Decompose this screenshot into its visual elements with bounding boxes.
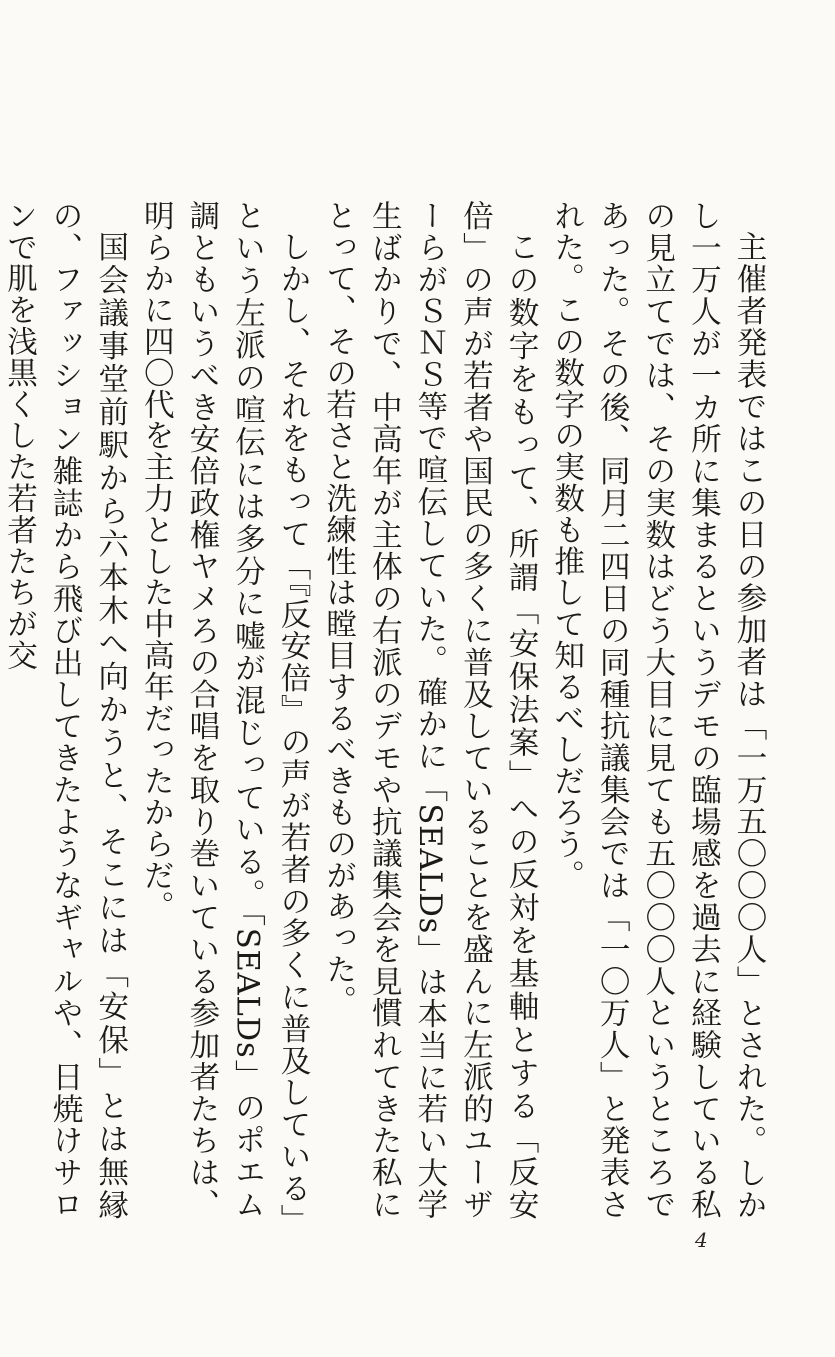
- paragraph-2: この数字をもって、所謂「安保法案」への反対を基軸とする「反安倍」の声が若者や国民の多くに普及していることを盛んに左派的ユーザーらがＳＮＳ等で喧伝していた。確かに「SEALDs」は本当に若い大学生ばかりで、中高年が主体の右派のデモや抗議集会を見慣れてきた私にとって、その若さと洗練性は瞠目するべきものがあった。: [320, 200, 539, 1220]
- paragraph-1: 主催者発表ではこの日の参加者は「一万五〇〇〇人」とされた。しかし一万人が一カ所に集まるというデモの臨場感を過去に経験している私の見立てでは、その実数はどう大目に見ても五〇〇〇人というところであった。その後、同月二四日の同種抗議集会では「一〇万人」と発表された。この数字の実数も推して知るべしだろう。: [548, 200, 766, 1220]
- vertical-body-text: [1, 200, 771, 1220]
- paragraph-4: 国会議事堂前駅から六本木へ向かうと、そこには「安保」とは無縁の、ファッション雑誌から飛び出してきたようなギャルや、日焼けサロンで肌を浅黒くした若者たちが交: [1, 200, 128, 1220]
- paragraph-3: しかし、それをもって「『反安倍』の声が若者の多くに普及している」という左派の喧伝には多分に嘘が混じっている。「SEALDs」のポエム調ともいうべき安倍政権ヤメろの合唱を取り巻いている参加者たちは、明らかに四〇代を主力とした中高年だったからだ。: [138, 200, 311, 1220]
- page-number: 4: [695, 1228, 708, 1252]
